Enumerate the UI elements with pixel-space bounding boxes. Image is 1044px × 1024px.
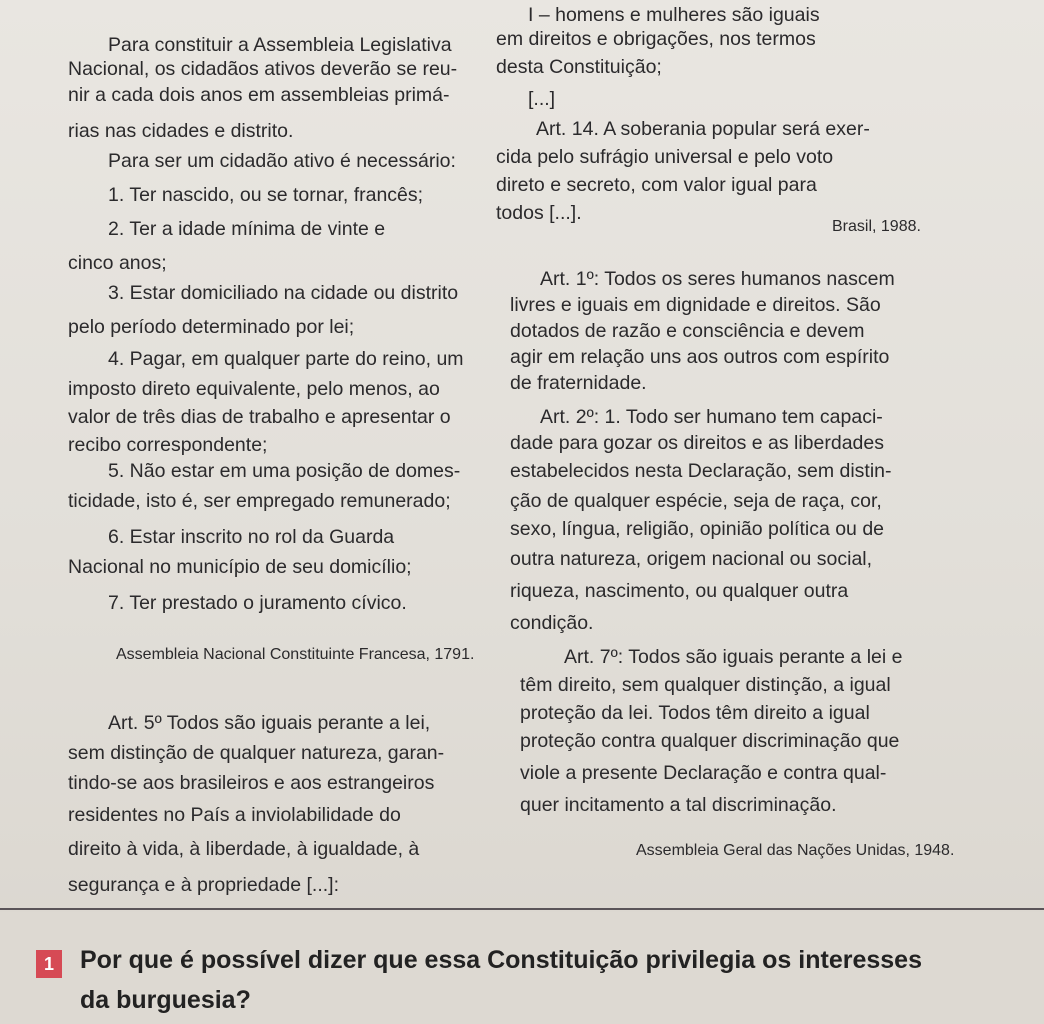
source-citation: Assembleia Nacional Constituinte Francesa, 1791.	[116, 646, 475, 663]
text-line: todos [...].	[496, 202, 582, 224]
text-line: 4. Pagar, em qualquer parte do reino, um	[108, 348, 464, 370]
text-line: [...]	[528, 88, 556, 110]
text-line: 6. Estar inscrito no rol da Guarda	[108, 526, 395, 548]
text-line: recibo correspondente;	[68, 434, 268, 456]
text-line: viole a presente Declaração e contra qual-	[520, 762, 887, 784]
text-line: 2. Ter a idade mínima de vinte e	[108, 218, 386, 240]
text-line: agir em relação uns aos outros com espírito	[510, 346, 890, 368]
text-line: direito à vida, à liberdade, à igualdade, à	[68, 838, 420, 860]
text-line: I – homens e mulheres são iguais	[528, 4, 820, 26]
text-line: Art. 5º Todos são iguais perante a lei,	[108, 712, 431, 734]
divider	[0, 908, 1044, 910]
text-line: Art. 7º: Todos são iguais perante a lei e	[564, 646, 903, 668]
text-line: imposto direto equivalente, pelo menos, ao	[68, 378, 440, 400]
text-line: desta Constituição;	[496, 56, 662, 78]
text-line: Art. 14. A soberania popular será exer-	[536, 118, 870, 140]
text-line: estabelecidos nesta Declaração, sem distin-	[510, 460, 892, 482]
text-line: proteção da lei. Todos têm direito a igual	[520, 702, 870, 724]
source-citation: Brasil, 1988.	[832, 218, 921, 235]
question-text-line-2: da burguesia?	[80, 986, 251, 1014]
text-line: riqueza, nascimento, ou qualquer outra	[510, 580, 849, 602]
text-line: rias nas cidades e distrito.	[68, 120, 294, 142]
text-line: 5. Não estar em uma posição de domes-	[108, 460, 461, 482]
text-line: Nacional, os cidadãos ativos deverão se reu-	[68, 58, 458, 80]
text-line: 7. Ter prestado o juramento cívico.	[108, 592, 407, 614]
text-line: ticidade, isto é, ser empregado remunerado;	[68, 490, 451, 512]
text-line: segurança e à propriedade [...]:	[68, 874, 340, 896]
text-line: em direitos e obrigações, nos termos	[496, 28, 816, 50]
text-line: direto e secreto, com valor igual para	[496, 174, 817, 196]
text-line: de fraternidade.	[510, 372, 647, 394]
text-line: Art. 2º: 1. Todo ser humano tem capaci-	[540, 406, 883, 428]
text-line: ção de qualquer espécie, seja de raça, cor,	[510, 490, 882, 512]
text-line: condição.	[510, 612, 594, 634]
text-line: Para ser um cidadão ativo é necessário:	[108, 150, 456, 172]
text-line: outra natureza, origem nacional ou social,	[510, 548, 873, 570]
text-line: Art. 1º: Todos os seres humanos nascem	[540, 268, 895, 290]
text-line: cida pelo sufrágio universal e pelo voto	[496, 146, 834, 168]
text-line: residentes no País a inviolabilidade do	[68, 804, 401, 826]
text-line: sexo, língua, religião, opinião política ou de	[510, 518, 885, 540]
text-line: tindo-se aos brasileiros e aos estrangeiros	[68, 772, 435, 794]
text-line: quer incitamento a tal discriminação.	[520, 794, 837, 816]
question-number-badge: 1	[36, 950, 62, 978]
text-line: dotados de razão e consciência e devem	[510, 320, 865, 342]
text-line: 1. Ter nascido, ou se tornar, francês;	[108, 184, 424, 206]
question-text-line-1: Por que é possível dizer que essa Constituição privilegia os interesses	[80, 946, 922, 974]
source-citation: Assembleia Geral das Nações Unidas, 1948.	[636, 842, 955, 859]
text-line: proteção contra qualquer discriminação que	[520, 730, 900, 752]
text-line: têm direito, sem qualquer distinção, a igual	[520, 674, 891, 696]
text-line: dade para gozar os direitos e as liberdades	[510, 432, 884, 454]
text-line: cinco anos;	[68, 252, 167, 274]
text-line: 3. Estar domiciliado na cidade ou distrito	[108, 282, 459, 304]
text-line: livres e iguais em dignidade e direitos. São	[510, 294, 881, 316]
text-line: Para constituir a Assembleia Legislativa	[108, 34, 452, 56]
text-line: valor de três dias de trabalho e apresentar o	[68, 406, 451, 428]
text-line: nir a cada dois anos em assembleias primá-	[68, 84, 450, 106]
text-line: Nacional no município de seu domicílio;	[68, 556, 412, 578]
text-line: pelo período determinado por lei;	[68, 316, 355, 338]
text-line: sem distinção de qualquer natureza, garan-	[68, 742, 445, 764]
